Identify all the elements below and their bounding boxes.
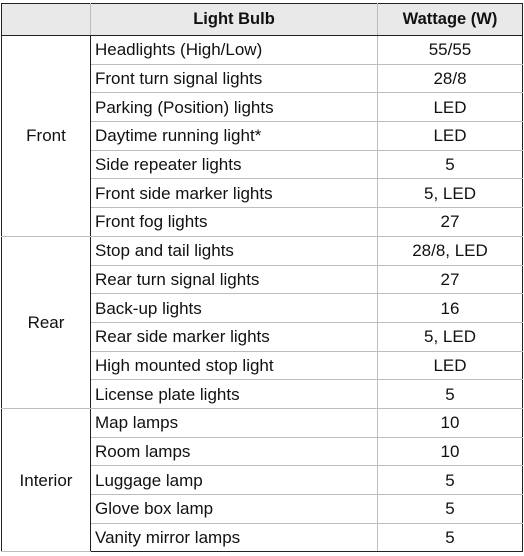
light-bulb-cell: Side repeater lights xyxy=(91,150,378,179)
light-bulb-cell: Parking (Position) lights xyxy=(91,93,378,122)
light-bulb-cell: Stop and tail lights xyxy=(91,236,378,265)
header-group xyxy=(2,4,91,36)
light-bulb-cell: Front turn signal lights xyxy=(91,64,378,93)
table-row xyxy=(2,36,523,65)
light-bulb-cell: Back-up lights xyxy=(91,294,378,323)
light-bulb-cell: License plate lights xyxy=(91,380,378,409)
wattage-cell: 27 xyxy=(378,265,523,294)
light-bulb-cell: Luggage lamp xyxy=(91,466,378,495)
light-bulb-cell: Vanity mirror lamps xyxy=(91,523,378,552)
wattage-cell: 27 xyxy=(378,208,523,237)
wattage-cell: 5, LED xyxy=(378,179,523,208)
wattage-cell: 5 xyxy=(378,523,523,552)
table-body xyxy=(2,36,523,552)
light-bulb-table xyxy=(1,3,523,552)
wattage-cell: LED xyxy=(378,351,523,380)
table-row xyxy=(2,236,523,265)
light-bulb-cell: Rear turn signal lights xyxy=(91,265,378,294)
wattage-cell: 5 xyxy=(378,466,523,495)
light-bulb-cell: High mounted stop light xyxy=(91,351,378,380)
wattage-cell: 10 xyxy=(378,408,523,437)
light-bulb-cell: Glove box lamp xyxy=(91,495,378,524)
light-bulb-cell: Map lamps xyxy=(91,408,378,437)
light-bulb-cell: Front side marker lights xyxy=(91,179,378,208)
wattage-cell: LED xyxy=(378,122,523,151)
table-row xyxy=(2,408,523,437)
header-row xyxy=(2,4,523,36)
wattage-cell: 28/8 xyxy=(378,64,523,93)
wattage-cell: 10 xyxy=(378,437,523,466)
header-light-bulb: Light Bulb xyxy=(91,4,378,36)
light-bulb-cell: Room lamps xyxy=(91,437,378,466)
wattage-cell: 5 xyxy=(378,495,523,524)
group-label-interior: Interior xyxy=(2,408,91,551)
light-bulb-cell: Headlights (High/Low) xyxy=(91,36,378,65)
table-header xyxy=(2,4,523,36)
group-label-front: Front xyxy=(2,36,91,237)
wattage-cell: 5 xyxy=(378,380,523,409)
wattage-cell: 5 xyxy=(378,150,523,179)
group-label-rear: Rear xyxy=(2,236,91,408)
header-wattage: Wattage (W) xyxy=(378,4,523,36)
light-bulb-cell: Daytime running light* xyxy=(91,122,378,151)
wattage-cell: LED xyxy=(378,93,523,122)
wattage-cell: 5, LED xyxy=(378,322,523,351)
wattage-cell: 55/55 xyxy=(378,36,523,65)
wattage-cell: 28/8, LED xyxy=(378,236,523,265)
light-bulb-cell: Rear side marker lights xyxy=(91,322,378,351)
wattage-cell: 16 xyxy=(378,294,523,323)
light-bulb-cell: Front fog lights xyxy=(91,208,378,237)
